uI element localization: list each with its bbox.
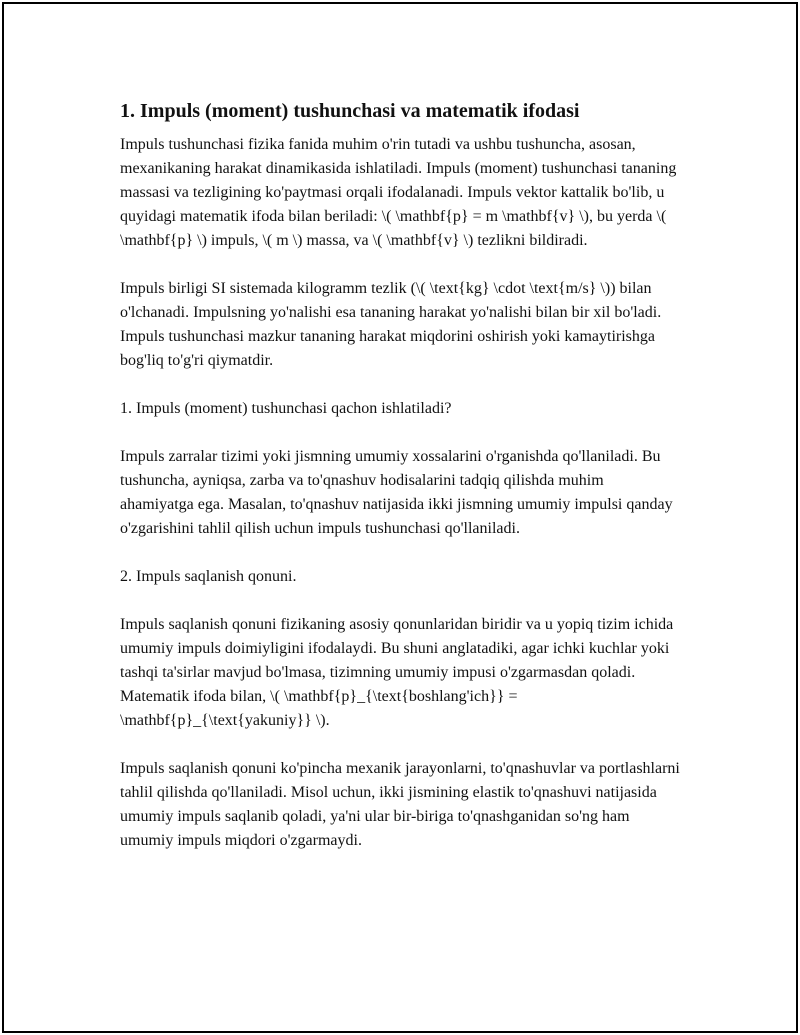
subheading-conservation-law: 2. Impuls saqlanish qonuni.	[120, 568, 297, 585]
paragraph-impuls-usage: Impuls zarralar tizimi yoki jismning umumiy xossalarini o'rganishda qo'llaniladi. Bu tushuncha, ayniqsa, zarba va to'qnashuv hodisalarini tadqiq qilishda muhim ahamiyatga ega. Masalan, to'qnashuv natijasida ikki jismning umumiy impulsi qanday o'zgarishini tahlil qilish uchun impuls tushunchasi qo'llaniladi.	[120, 448, 673, 537]
paragraph-impuls-unit: Impuls birligi SI sistemada kilogramm tezlik (\( \text{kg} \cdot \text{m/s} \)) bilan o'lchanadi. Impulsning yo'nalishi esa tananing harakat yo'nalishi bilan bir xil bo'ladi. Impuls tushunchasi mazkur tananing harakat miqdorini oshirish yoki kamaytirishga bog'liq to'g'ri qiymatdir.	[120, 280, 662, 369]
paragraph-impuls-definition: Impuls tushunchasi fizika fanida muhim o'rin tutadi va ushbu tushuncha, asosan, mexanikaning harakat dinamikasida ishlatiladi. Impuls (moment) tushunchasi tananing massasi va tezligining ko'paytmasi orqali ifodalanadi. Impuls vektor kattalik bo'lib, u quyidagi matematik ifoda bilan beriladi: \( \mathbf{p} = m \mathbf{v} \), bu yerda \( \mathbf{p} \) impuls, \( m \) massa, va \( \mathbf{v} \) tezlikni bildiradi.	[120, 136, 677, 249]
document-content	[120, 98, 680, 877]
paragraph-conservation-applications: Impuls saqlanish qonuni ko'pincha mexanik jarayonlarni, to'qnashuvlar va portlashlarni tahlil qilishda qo'llaniladi. Misol uchun, ikki jismining elastik to'qnashuvi natijasida umumiy impuls saqlanib qoladi, ya'ni ular bir-biriga to'qnashganidan so'ng ham umumiy impuls miqdori o'zgarmaydi.	[120, 760, 680, 849]
subheading-when-used: 1. Impuls (moment) tushunchasi qachon ishlatiladi?	[120, 400, 452, 417]
document-page	[2, 2, 798, 1033]
section-heading: 1. Impuls (moment) tushunchasi va matematik ifodasi	[120, 100, 580, 122]
paragraph-conservation-law: Impuls saqlanish qonuni fizikaning asosiy qonunlaridan biridir va u yopiq tizim ichida umumiy impuls doimiyligini ifodalaydi. Bu shuni anglatadiki, agar ichki kuchlar yoki tashqi ta'sirlar mavjud bo'lmasa, tizimning umumiy impusi o'zgarmasdan qoladi. Matematik ifoda bilan, \( \mathbf{p}_{\text{boshlang'ich}} = \mathbf{p}_{\text{yakuniy}} \).	[120, 616, 674, 729]
